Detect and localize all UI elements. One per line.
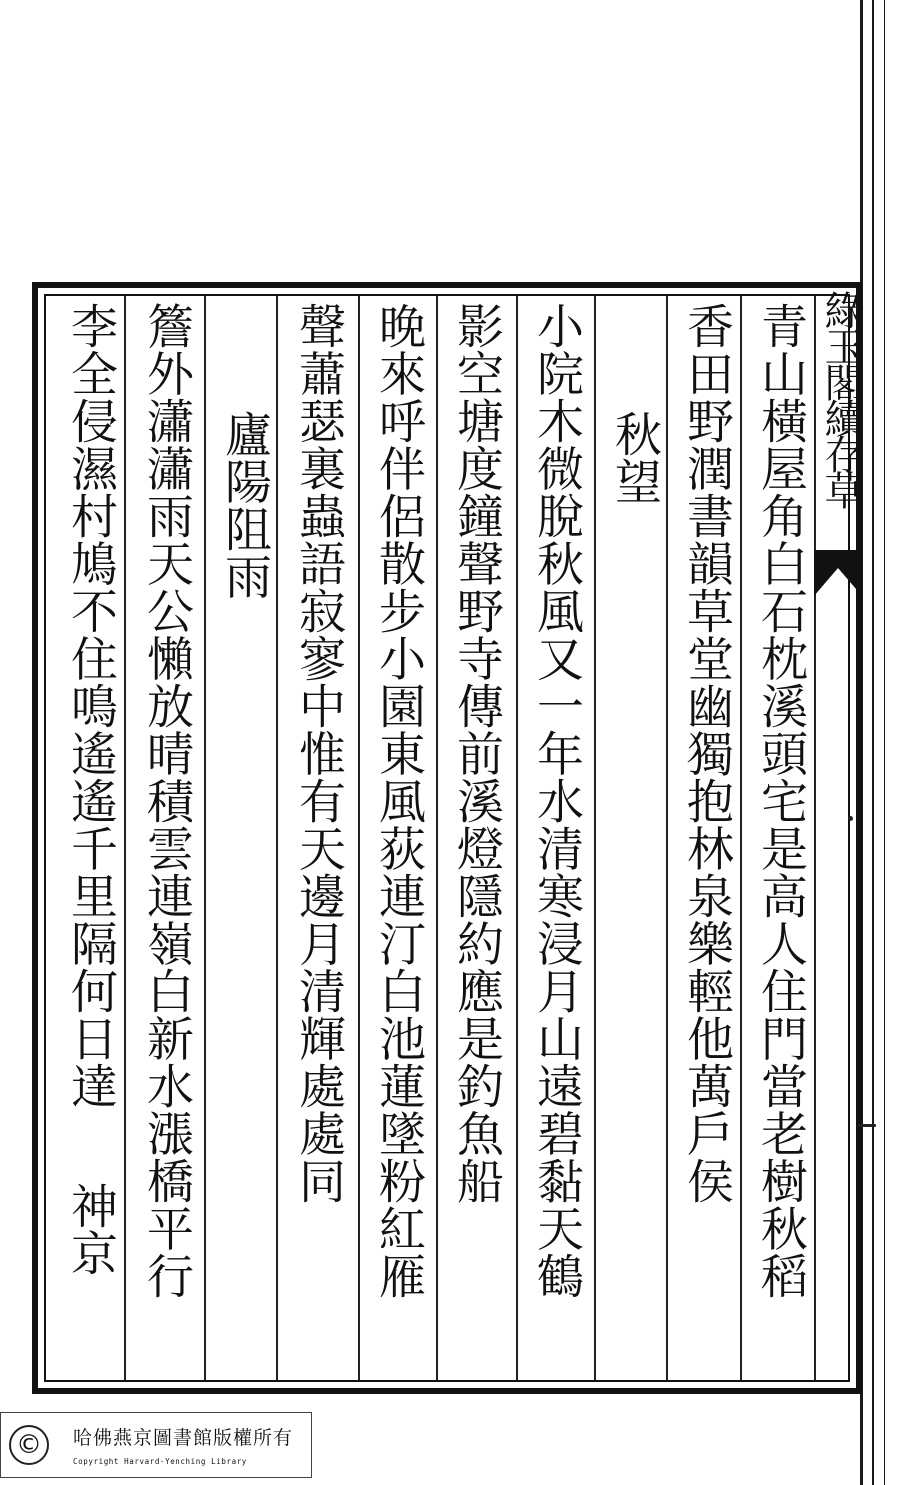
page-edge-line [884,0,885,1485]
poem-title: 廬陽阻雨 [217,410,272,600]
copyright-icon: © [9,1425,49,1465]
poem-line: 李全侵濕村鳩不住鳴遙遙千里隔何日達 [63,302,118,1110]
column-rule [204,296,206,1380]
column-rule [276,296,278,1380]
column-rule [358,296,360,1380]
column-rule [124,296,126,1380]
column-rule [740,296,742,1380]
column-rule [516,296,518,1380]
poem-line: 青山橫屋角白石枕溪頭宅是高人住門當老樹秋稻 [753,302,808,1300]
elevated-term: 神京 [63,1182,118,1276]
copyright-watermark [0,1412,312,1478]
column-rule [436,296,438,1380]
book-title: 綠玉閣續存草 [818,290,864,506]
poem-line: 聲蕭瑟裏蟲語寂寥中惟有天邊月清輝處處同 [291,302,346,1205]
column-rule [594,296,596,1380]
ink-speck [858,1124,876,1127]
poem-line: 香田野潤書韻草堂幽獨抱林泉樂輕他萬戶侯 [679,302,734,1205]
poem-line: 影空塘度鐘聲野寺傳前溪燈隱約應是釣魚船 [449,302,504,1205]
column-rule [666,296,668,1380]
watermark-chinese: 哈佛燕京圖書館版權所有 [73,1427,294,1449]
ink-speck [848,816,853,821]
poem-line: 小院木微脫秋風又一年水清寒浸月山遠碧黏天鶴 [529,302,584,1300]
column-rule [814,296,816,1380]
poem-line: 簷外瀟瀟雨天公懶放晴積雲連嶺白新水漲橋平行 [139,302,194,1300]
poem-title: 秋望 [607,410,662,505]
watermark-english: Copyright Harvard-Yenching Library [73,1457,247,1466]
fish-tail-mark [814,550,862,596]
page-edge-line [872,0,874,1485]
poem-line: 晚來呼伴侶散步小園東風荻連汀白池蓮墜粉紅雁 [371,302,426,1300]
